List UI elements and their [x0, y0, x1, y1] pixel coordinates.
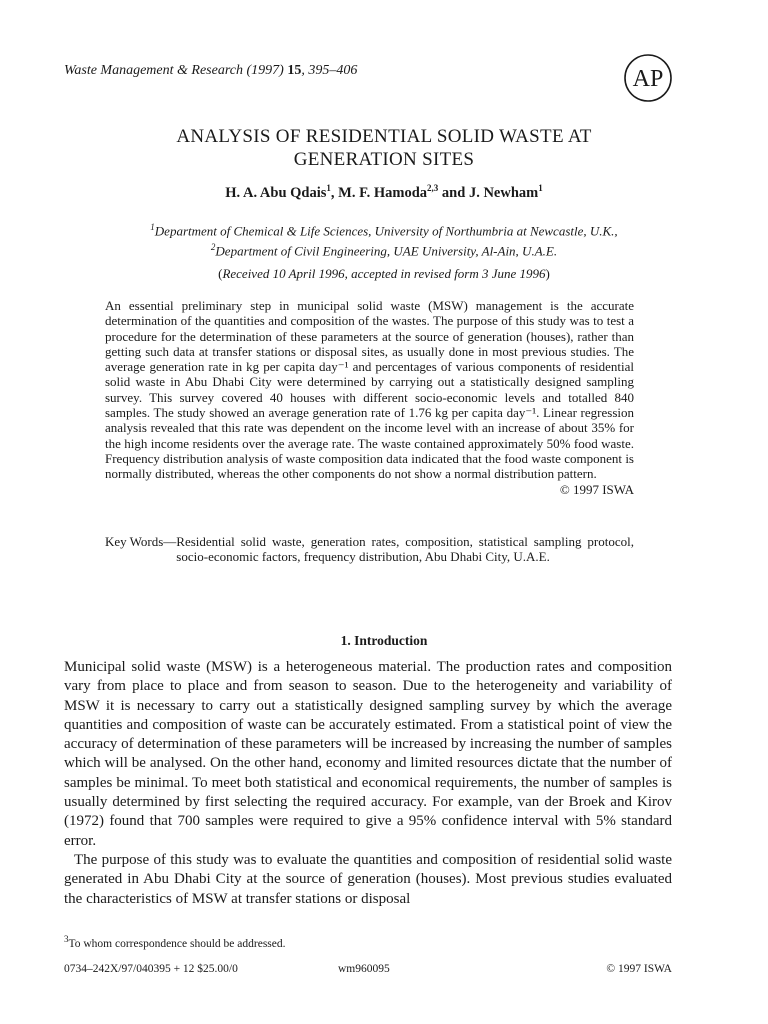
- author-2: M. F. Hamoda: [338, 184, 428, 201]
- author-1: H. A. Abu Qdais: [225, 184, 327, 201]
- footnote-text: To whom correspondence should be addressed.: [68, 937, 286, 950]
- journal-pages: , 395–406: [301, 63, 358, 78]
- abstract-text: An essential preliminary step in municipal solid waste (MSW) management is the accurate determination of the quantities and composition of the wastes. The purpose of this study was to test a procedure for the determination of these parameters at the source of generation (houses), rather than getting such data at transfer stations or disposal sites, as usually done in most previous studies. The average generation rate in kg per capita day⁻¹ and percentages of various components of residential solid waste in Abu Dhabi City were determined by carrying out a statistically designed sampling survey. This survey covered 40 houses with different socio-economic levels and totalled 840 samples. The study showed an average generation rate of 1.76 kg per capita day⁻¹. Linear regression analysis revealed that this rate was dependent on the income level with an increase of about 35% for the high income residents over the average rate. The waste contained approximately 50% food waste. Frequency distribution analysis of waste composition data indicated that the food waste component is normally distributed, whereas the other components do not show a normal distribution pattern.: [105, 298, 634, 482]
- body-paragraph-1: Municipal solid waste (MSW) is a heterogeneous material. The production rates and composition vary from place to place and from season to season. Due to the heterogeneity and variability of MSW it is necessary to carry out a statistically designed sampling survey by which the average quantities and composition of waste can be accurately estimated. From a statistical point of view the accuracy of determination of these parameters will be increased by increasing the number of samples which will be analysed. On the other hand, economy and limited resources dictate that the number of samples be minimal. To meet both statistical and economical requirements, the number of samples is usually determined by first selecting the required accuracy. For example, van der Broek and Kirov (1972) found that 700 samples were required to give a 95% confidence interval with 5% standard error.: [64, 659, 672, 849]
- section-heading-introduction: 1. Introduction: [340, 633, 428, 648]
- journal-year: (1997): [242, 63, 288, 78]
- footnote: [64, 934, 286, 950]
- author-separator: ,: [330, 184, 339, 201]
- title-line-1: ANALYSIS OF RESIDENTIAL SOLID WASTE AT: [176, 126, 592, 147]
- affiliation-1-text: Department of Chemical & Life Sciences, University of Northumbria at Newcastle, U.K.,: [154, 223, 618, 239]
- keywords-text: Residential solid waste, generation rates, composition, statistical sampling protocol, socio-economic factors, frequency distribution, Abu Dhabi City, U.A.E.: [176, 534, 634, 565]
- journal-volume: 15: [287, 63, 302, 78]
- keywords: [105, 534, 634, 565]
- footer-article-code: 0734–242X/97/040395 + 12 $25.00/0: [64, 963, 238, 975]
- author-3-affiliation: 1: [538, 183, 543, 193]
- footer-manuscript-id: wm960095: [338, 963, 390, 975]
- body-text: [64, 658, 672, 909]
- author-2-affiliation: 2,3: [427, 183, 439, 193]
- footer-copyright: © 1997 ISWA: [606, 963, 672, 975]
- author-list: [84, 183, 684, 202]
- keywords-label: Key Words—: [105, 534, 177, 549]
- received-close-paren: ): [545, 266, 550, 281]
- received-open-paren: (: [218, 266, 223, 281]
- body-paragraph-2: The purpose of this study was to evaluate the quantities and composition of residential solid waste generated in Abu Dhabi City at the source of generation (houses). Most previous studies evaluated the characteristics of MSW at transfer stations or disposal: [64, 851, 672, 907]
- affiliation-2-marker: 2: [210, 242, 216, 253]
- abstract: [105, 298, 634, 497]
- affiliation-2: [84, 239, 684, 259]
- author-1-affiliation: 1: [326, 183, 331, 193]
- received-dates: [84, 266, 684, 282]
- footnote-marker: 3: [64, 934, 69, 944]
- author-3: J. Newham: [468, 184, 539, 201]
- affiliation-2-text: Department of Civil Engineering, UAE University, Al-Ain, U.A.E.: [215, 243, 558, 259]
- affiliations: [84, 219, 684, 260]
- received-text: Received 10 April 1996, accepted in revised form 3 June 1996: [222, 266, 546, 281]
- title-line-2: GENERATION SITES: [293, 149, 475, 170]
- article-title: [84, 125, 684, 171]
- journal-name: Waste Management & Research: [64, 63, 243, 78]
- affiliation-1-marker: 1: [150, 222, 155, 232]
- abstract-copyright: © 1997 ISWA: [559, 481, 634, 497]
- journal-citation: [64, 63, 357, 79]
- publisher-logo-text: AP: [632, 66, 664, 92]
- publisher-logo-icon: [623, 53, 673, 103]
- affiliation-1: [84, 219, 684, 239]
- author-separator: and: [438, 184, 469, 201]
